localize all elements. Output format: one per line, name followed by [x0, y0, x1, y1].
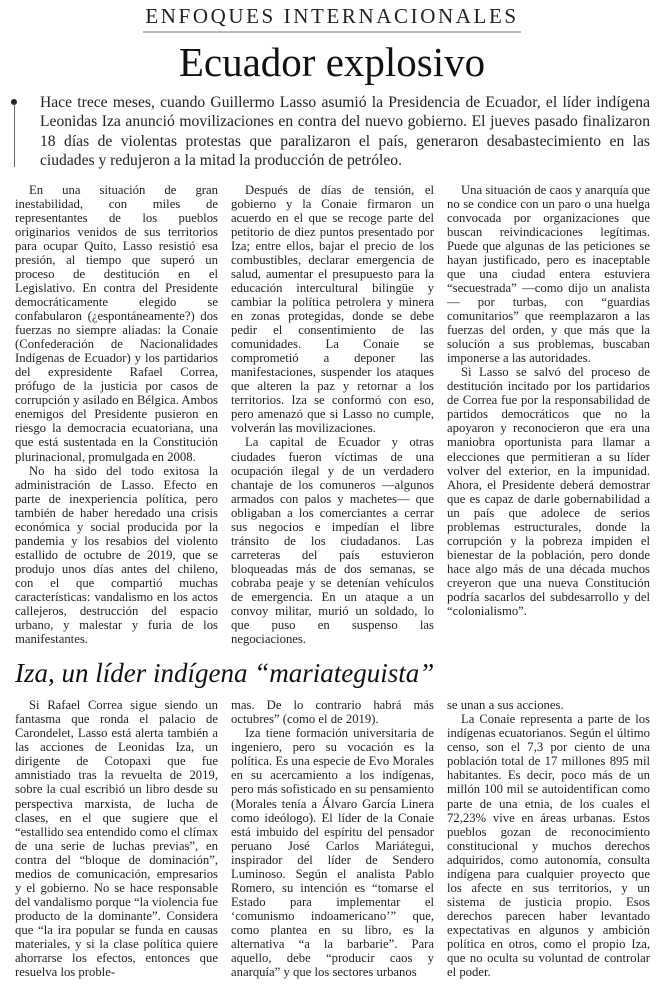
- section-label: ENFOQUES INTERNACIONALES: [143, 4, 520, 33]
- lead-rule: [14, 103, 15, 167]
- paragraph: La Conaie representa a parte de los indígenas ecuatorianos. Según el último censo, son el 7,3 por ciento de una población total de 17 millones 895 mil habitantes. Es decir, poco más de un millón 100 mil se autoidentifican como parte de una etnia, de los cuales el 72,23% vive en áreas urbanas. Estos pueblos gozan de reconocimiento constitucional y muchos derechos adquiridos, como autonomía, consulta indígena para cualquier proyecto que los afecte en sus territorios, y un sistema de justicia propio. Esos derechos parecen haber levantado expectativas en algunos y ambición política en otros, como el propio Iza, que no oculta su voluntad de controlar el poder.: [447, 712, 650, 980]
- paragraph: No ha sido del todo exitosa la administración de Lasso. Efecto en parte de inexperiencia política, pero también de haber heredado una crisis económica y social producida por la pandemia y los resabios del violento estallido de octubre de 2019, que se produjo unos días antes del chileno, con el que compartió muchas características: vandalismo en los actos callejeros, destrucción del espacio urbano, y malestar y furia de los manifestantes.: [15, 463, 218, 647]
- column-2: [231, 183, 434, 647]
- column-2-bottom: [231, 698, 434, 979]
- paragraph: Una situación de caos y anarquía que no se condice con un paro o una huelga convocada por organizaciones que buscan reivindicaciones legítimas. Puede que algunas de las peticiones se hayan justificado, pero es inaceptable que una ciudad entera estuviera “secuestrada” —como dijo un analista— por turbas, con “guardias comunitarios” que reemplazaron a las fuerzas del orden, y que más que la solución a sus problemas, buscaban imponerse a las autoridades.: [447, 182, 650, 366]
- bottom-columns: [0, 698, 664, 989]
- paragraph: En una situación de gran inestabilidad, con miles de representantes de los pueblos originarios venidos de sus territorios para ocupar Quito, Lasso resistió esa presión, al tiempo que superó un proceso de destitución en el Legislativo. En contra del Presidente democráticamente elegido se confabularon (¿espontáneamente?) dos fuerzas no siempre aliadas: la Conaie (Confederación de Nacionalidades Indígenas de Ecuador) y los partidarios del expresidente Rafael Correa, prófugo de la justicia por casos de corrupción y asilado en Bélgica. Ambos enemigos del Presidente pusieron en riesgo la democracia ecuatoriana, una que está sustentada en la Constitución plurinacional, promulgada en 2008.: [15, 182, 218, 464]
- article-title: Ecuador explosivo: [178, 39, 486, 85]
- lead-block: [40, 93, 650, 171]
- column-1-bottom: [15, 698, 218, 979]
- column-3: [447, 183, 650, 618]
- paragraph: Si Lasso se salvó del proceso de destitución incitado por los partidarios de Correa fue por la responsabilidad de partidos democráticos que no la apoyaron y reconocieron que era una maniobra oportunista para llamar a elecciones que permitieran a su líder volver del exterior, en la impunidad. Ahora, el Presidente deberá demostrar que es capaz de darle gobernabilidad a un país que adolece de serios problemas estructurales, donde la corrupción y la pobreza impiden el bienestar de la población, pero donde hace algo más de una década muchos creyeron que una nueva Constitución podría sacarlos del subdesarrollo y del “colonialismo”.: [447, 365, 650, 619]
- subheading: Iza, un líder indígena “mariateguista”: [15, 658, 435, 689]
- paragraph: Si Rafael Correa sigue siendo un fantasma que ronda el palacio de Carondelet, Lasso está alerta también a las acciones de Leonidas Iza, un dirigente de Cotopaxi que fue amnistiado tras la revuelta de 2019, sobre la cual escribió un libro desde su perspectiva marxista, de lucha de clases, en el que sugiere que el “estallido sea entendido como el clímax de una serie de luchas previas”, en contra del “bloque de dominación”, medios de comunicación, empresarios y el gobierno. No se hace responsable del vandalismo porque “la violencia fue producto de la dominante”. Considera que “la ira popular se funda en causas materiales, y si la clase política quiere ahorrarse los efectos, entonces que resuelva los proble-: [15, 698, 218, 980]
- column-1: [15, 183, 218, 647]
- paragraph: mas. De lo contrario habrá más octubres” (como el de 2019).: [231, 698, 434, 727]
- column-3-bottom: [447, 698, 650, 979]
- section-header: [0, 0, 664, 33]
- paragraph: Iza tiene formación universitaria de ingeniero, pero su vocación es la política. Es una especie de Evo Morales en su acercamiento a los indígenas, pero más sofisticado en su pensamiento (Morales tenía a Álvaro García Linera como ideólogo). El líder de la Conaie está imbuido del espíritu del pensador peruano José Carlos Mariátegui, inspirador del líder de Sendero Luminoso. Según el analista Pablo Romero, su intención es “tomarse el Estado para implementar el ‘comunismo indoamericano’” que, como plantea en su libro, es la alternativa “a la barbarie”. Para aquello, debe “producir caos y anarquía” y que los sectores urbanos: [231, 726, 434, 980]
- paragraph: La capital de Ecuador y otras ciudades fueron víctimas de una ocupación ilegal y de un verdadero chantaje de los comuneros —algunos armados con palos y machetes— que obligaban a los comerciantes a cerrar sus negocios e impedían el libre tránsito de los ciudadanos. Las carreteras del país estuvieron bloqueadas más de dos semanas, se cobraba peaje y se detenían vehículos de emergencia. En un ataque a un convoy militar, murió un soldado, lo que puso en suspenso las negociaciones.: [231, 435, 434, 647]
- paragraph: se unan a sus acciones.: [447, 698, 564, 713]
- top-columns: [0, 183, 664, 647]
- paragraph: Después de días de tensión, el gobierno y la Conaie firmaron un acuerdo en el que se recoge parte del petitorio de diez puntos presentado por Iza; entre ellos, bajar el precio de los combustibles, declarar emergencia de salud, aumentar el presupuesto para la educación intercultural bilingüe y cambiar la política petrolera y minera en zonas protegidas, donde se debe pedir el consentimiento de las comunidades. La Conaie se comprometió a deponer las manifestaciones, suspender los ataques que alteren la paz y retornar a los territorios. Iza se conformó con eso, pero amenazó que si Lasso no cumple, volverán las movilizaciones.: [231, 182, 434, 436]
- lead-paragraph: Hace trece meses, cuando Guillermo Lasso asumió la Presidencia de Ecuador, el líder indígena Leonidas Iza anunció movilizaciones en contra del nuevo gobierno. El jueves pasado finalizaron 18 días de violentas protestas que paralizaron el país, generaron desabastecimiento en las ciudades y redujeron a la mitad la producción de petróleo.: [40, 94, 650, 170]
